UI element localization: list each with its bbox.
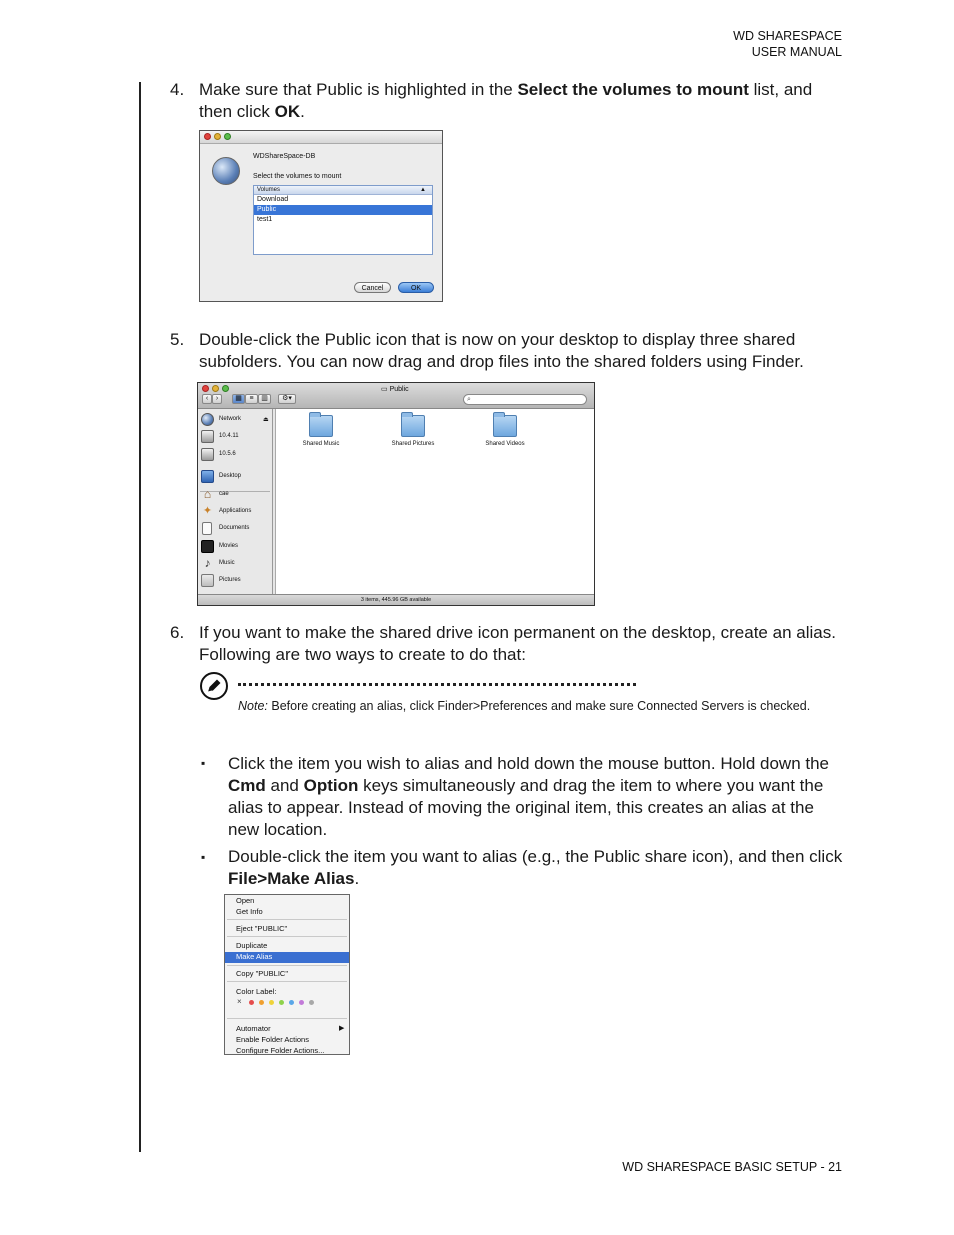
forward-icon[interactable]: › xyxy=(212,394,222,404)
window-title: ▭ Public xyxy=(381,386,409,393)
label-swatch[interactable] xyxy=(299,1000,304,1005)
home-icon: ⌂ xyxy=(203,487,212,501)
list-view-icon[interactable]: ≡ xyxy=(245,394,258,404)
zoom-icon[interactable] xyxy=(222,385,229,392)
menu-item-duplicate[interactable]: Duplicate xyxy=(236,941,268,950)
sidebar-item-documents[interactable]: Documents xyxy=(201,522,271,536)
volumes-list-header[interactable]: Volumes ▲ xyxy=(254,186,432,195)
search-icon: ⌕ xyxy=(467,396,471,403)
sidebar-item-home[interactable]: ⌂ cae xyxy=(201,488,271,502)
submenu-arrow-icon: ▶ xyxy=(339,1025,345,1032)
note-divider xyxy=(238,683,636,686)
close-icon[interactable] xyxy=(202,385,209,392)
sidebar-item-music[interactable]: ♪ Music xyxy=(201,557,271,571)
drive-icon: ▭ xyxy=(381,386,390,393)
network-globe-icon xyxy=(201,413,214,426)
folder-shared-pictures[interactable]: Shared Pictures xyxy=(378,415,448,447)
bullet-make-alias: Double-click the item you want to alias (e.g., the Public share icon), and then click File>Make Alias. xyxy=(228,847,843,888)
action-gear-icon[interactable]: ⚙▾ xyxy=(278,394,296,404)
eject-icon[interactable]: ⏏ xyxy=(263,417,269,423)
bullet-icon: ▪ xyxy=(201,850,206,864)
menu-item-copy[interactable]: Copy "PUBLIC" xyxy=(236,969,289,978)
menu-item-eject[interactable]: Eject "PUBLIC" xyxy=(236,924,288,933)
folder-icon xyxy=(493,415,517,437)
step-text: Make sure that Public is highlighted in the Select the volumes to mount list, and then click OK. xyxy=(199,80,813,121)
server-name: WDShareSpace-DB xyxy=(253,153,316,160)
desktop-icon xyxy=(201,470,214,483)
menu-separator xyxy=(227,981,347,982)
step-text: Double-click the Public icon that is now on your desktop to display three shared subfolders. You can now drag and drop files into the shared folders using Finder. xyxy=(199,330,804,371)
volume-item[interactable]: test1 xyxy=(257,216,273,223)
header-doc: USER MANUAL xyxy=(751,45,842,59)
menu-separator xyxy=(227,1018,347,1019)
volume-item-selected[interactable]: Public xyxy=(254,205,432,215)
volumes-prompt: Select the volumes to mount xyxy=(253,173,342,180)
running-header xyxy=(733,28,842,60)
label-swatch[interactable] xyxy=(279,1000,284,1005)
column-view-icon[interactable]: ▥ xyxy=(258,394,271,404)
back-icon[interactable]: ‹ xyxy=(202,394,212,404)
note-pencil-icon xyxy=(199,671,229,701)
note-text: Note: Before creating an alias, click Finder>Preferences and make sure Connected Servers is checked. xyxy=(238,699,811,713)
finder-toolbar xyxy=(198,383,594,409)
label-swatch[interactable] xyxy=(309,1000,314,1005)
menu-item-open[interactable]: Open xyxy=(236,896,255,905)
finder-status-bar: 3 items, 445.96 GB available xyxy=(198,594,594,605)
finder-sidebar xyxy=(198,409,273,596)
menu-item-make-alias[interactable]: Make Alias xyxy=(236,952,273,961)
cancel-button[interactable]: Cancel xyxy=(354,282,391,293)
sidebar-item-network[interactable]: Network ⏏ xyxy=(201,413,271,427)
step-text: If you want to make the shared drive icon permanent on the desktop, create an alias. Following are two ways to create to do that: xyxy=(199,623,836,664)
sidebar-item-movies[interactable]: Movies xyxy=(201,540,271,554)
zoom-icon[interactable] xyxy=(224,133,231,140)
sidebar-item-disk[interactable]: 10.4.11 xyxy=(201,430,271,444)
page-footer: WD SHARESPACE BASIC SETUP - 21 xyxy=(622,1160,842,1174)
finder-content xyxy=(275,409,594,596)
menu-item-enable-folder-actions[interactable]: Enable Folder Actions xyxy=(236,1035,309,1044)
close-icon[interactable] xyxy=(204,133,211,140)
volumes-list[interactable] xyxy=(253,185,433,255)
no-label-icon[interactable]: × xyxy=(237,997,242,1006)
bullet-icon: ▪ xyxy=(201,756,206,770)
menu-separator xyxy=(227,936,347,937)
mount-volumes-dialog xyxy=(199,130,443,302)
applications-icon: ✦ xyxy=(202,505,213,517)
disk-icon xyxy=(201,430,214,443)
menu-item-automator[interactable]: Automator xyxy=(236,1024,271,1033)
folder-icon xyxy=(309,415,333,437)
volume-item[interactable]: Download xyxy=(257,196,289,203)
folder-shared-music[interactable]: Shared Music xyxy=(286,415,356,447)
menu-item-color-label: Color Label: xyxy=(236,987,277,996)
bullet-drag-alias: Click the item you wish to alias and hold down the mouse button. Hold down the Cmd and Option keys simultaneously and drag the item to where you want the alias to appear. Instead of moving the original item, this creates an alias at the new location. xyxy=(228,754,830,839)
dialog-titlebar xyxy=(200,131,442,144)
minimize-icon[interactable] xyxy=(212,385,219,392)
sidebar-item-applications[interactable]: ✦ Applications xyxy=(202,505,252,517)
minimize-icon[interactable] xyxy=(214,133,221,140)
label-swatch[interactable] xyxy=(259,1000,264,1005)
step-number: 4. xyxy=(170,80,185,99)
sort-arrow-icon: ▲ xyxy=(420,187,426,193)
folder-icon xyxy=(401,415,425,437)
sidebar-item-pictures[interactable]: Pictures xyxy=(201,574,271,588)
context-menu xyxy=(224,894,350,1055)
ok-button[interactable]: OK xyxy=(398,282,434,293)
documents-icon xyxy=(202,522,212,535)
icon-view-icon[interactable]: ▦ xyxy=(232,394,245,404)
pictures-icon xyxy=(201,574,214,587)
finder-window xyxy=(197,382,595,606)
menu-separator xyxy=(227,919,347,920)
menu-item-get-info[interactable]: Get Info xyxy=(236,907,263,916)
menu-separator xyxy=(227,965,347,966)
music-icon: ♪ xyxy=(204,556,211,570)
color-label-swatches xyxy=(237,999,337,1007)
folder-shared-videos[interactable]: Shared Videos xyxy=(470,415,540,447)
movies-icon xyxy=(201,540,214,553)
header-product: WD SHARESPACE xyxy=(733,29,842,43)
label-swatch[interactable] xyxy=(289,1000,294,1005)
search-field[interactable] xyxy=(463,394,587,405)
label-swatch[interactable] xyxy=(269,1000,274,1005)
step-number: 5. xyxy=(170,330,185,349)
server-globe-icon xyxy=(212,157,240,185)
sidebar-item-disk[interactable]: 10.5.6 xyxy=(201,448,271,462)
sidebar-item-desktop[interactable]: Desktop xyxy=(201,470,271,484)
margin-rule xyxy=(139,82,141,1152)
label-swatch[interactable] xyxy=(249,1000,254,1005)
menu-item-configure-folder-actions[interactable]: Configure Folder Actions... xyxy=(236,1046,325,1055)
disk-icon xyxy=(201,448,214,461)
step-number: 6. xyxy=(170,623,185,642)
